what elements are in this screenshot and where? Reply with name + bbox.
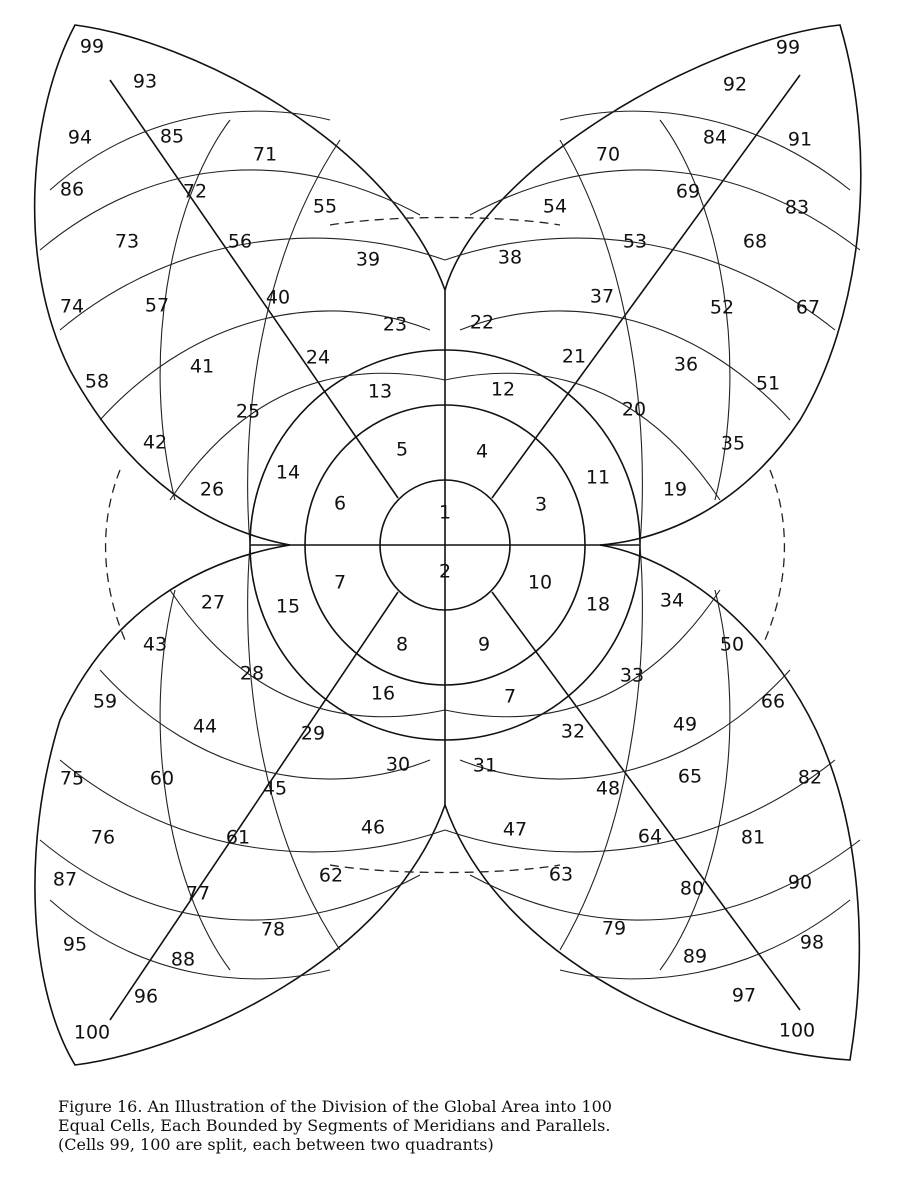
cell-label-nw-58: 58 bbox=[84, 370, 110, 393]
cell-label-ne-70: 70 bbox=[595, 143, 621, 166]
cell-label-nw-6: 6 bbox=[333, 492, 347, 515]
cell-label-se-31: 31 bbox=[472, 754, 498, 777]
cell-label-nw-24: 24 bbox=[305, 346, 331, 369]
cell-labels bbox=[53, 36, 824, 1044]
cell-label-ne-21: 21 bbox=[561, 345, 587, 368]
cell-label-ne-53: 53 bbox=[622, 230, 648, 253]
cell-label-ne-37: 37 bbox=[589, 285, 615, 308]
cell-label-se-82: 82 bbox=[797, 766, 823, 789]
cell-label-se-80: 80 bbox=[679, 877, 705, 900]
cell-label-ne-38: 38 bbox=[497, 246, 523, 269]
cell-label-nw-93: 93 bbox=[132, 70, 158, 93]
caption-line-3: (Cells 99, 100 are split, each between two quadrants) bbox=[58, 1135, 494, 1154]
cell-label-sw-44: 44 bbox=[192, 715, 218, 738]
cell-label-se-90: 90 bbox=[787, 871, 813, 894]
cell-label-nw-39: 39 bbox=[355, 248, 381, 271]
cell-label-se-64: 64 bbox=[637, 825, 663, 848]
cell-label-nw-71: 71 bbox=[252, 143, 278, 166]
cell-label-se-48: 48 bbox=[595, 777, 621, 800]
cell-label-sw-27: 27 bbox=[200, 591, 226, 614]
cell-label-ne-22: 22 bbox=[469, 311, 495, 334]
cell-label-sw-59: 59 bbox=[92, 690, 118, 713]
cell-label-ne-67: 67 bbox=[795, 296, 821, 319]
cell-label-sw-100: 100 bbox=[73, 1021, 111, 1044]
cell-label-ne-84: 84 bbox=[702, 126, 728, 149]
cell-label-nw-85: 85 bbox=[159, 125, 185, 148]
cell-label-center-1: 1 bbox=[438, 501, 452, 524]
cell-label-nw-94: 94 bbox=[67, 126, 93, 149]
cell-label-sw-76: 76 bbox=[90, 826, 116, 849]
cell-label-nw-57: 57 bbox=[144, 294, 170, 317]
cell-label-sw-15: 15 bbox=[275, 595, 301, 618]
cell-label-nw-99: 99 bbox=[79, 35, 105, 58]
cell-label-se-97: 97 bbox=[731, 984, 757, 1007]
cell-label-se-81: 81 bbox=[740, 826, 766, 849]
cell-label-nw-86: 86 bbox=[59, 178, 85, 201]
cell-label-sw-78: 78 bbox=[260, 918, 286, 941]
cell-label-sw-45: 45 bbox=[262, 777, 288, 800]
cell-label-ne-51: 51 bbox=[755, 372, 781, 395]
cell-label-sw-16: 16 bbox=[370, 682, 396, 705]
cell-label-sw-29: 29 bbox=[300, 722, 326, 745]
cell-label-se-100: 100 bbox=[778, 1019, 816, 1042]
cell-label-sw-77: 77 bbox=[185, 882, 211, 905]
cell-label-se-79: 79 bbox=[601, 917, 627, 940]
cell-label-ne-99: 99 bbox=[775, 36, 801, 59]
cell-label-nw-41: 41 bbox=[189, 355, 215, 378]
cell-label-sw-95: 95 bbox=[62, 933, 88, 956]
cell-label-ne-11: 11 bbox=[585, 466, 611, 489]
cell-label-ne-20: 20 bbox=[621, 398, 647, 421]
cell-label-se-98: 98 bbox=[799, 931, 825, 954]
cell-label-sw-60: 60 bbox=[149, 767, 175, 790]
cell-label-nw-23: 23 bbox=[382, 313, 408, 336]
cell-label-se-33: 33 bbox=[619, 664, 645, 687]
quadrant-outlines bbox=[35, 25, 861, 1065]
cell-label-sw-61: 61 bbox=[225, 826, 251, 849]
cell-label-se-10: 10 bbox=[527, 571, 553, 594]
cell-label-nw-5: 5 bbox=[395, 438, 409, 461]
cell-label-nw-25: 25 bbox=[235, 400, 261, 423]
cell-label-nw-42: 42 bbox=[142, 431, 168, 454]
cell-label-se-65: 65 bbox=[677, 765, 703, 788]
cell-label-nw-55: 55 bbox=[312, 195, 338, 218]
cell-label-se-18: 18 bbox=[585, 593, 611, 616]
cell-label-ne-19: 19 bbox=[662, 478, 688, 501]
cell-label-ne-91: 91 bbox=[787, 128, 813, 151]
cell-label-nw-56: 56 bbox=[227, 230, 253, 253]
cell-label-sw-75: 75 bbox=[59, 767, 85, 790]
cell-label-sw-96: 96 bbox=[133, 985, 159, 1008]
cell-label-sw-28: 28 bbox=[239, 662, 265, 685]
cell-label-ne-4: 4 bbox=[475, 440, 489, 463]
cell-label-se-47: 47 bbox=[502, 818, 528, 841]
caption-line-1: Figure 16. An Illustration of the Division of the Global Area into 100 bbox=[58, 1097, 612, 1116]
cell-label-nw-26: 26 bbox=[199, 478, 225, 501]
cell-label-se-66: 66 bbox=[760, 690, 786, 713]
cell-label-sw-62: 62 bbox=[318, 864, 344, 887]
caption-line-2: Equal Cells, Each Bounded by Segments of Meridians and Parallels. bbox=[58, 1116, 611, 1135]
cell-label-sw-7: 7 bbox=[333, 571, 347, 594]
cell-label-ne-12: 12 bbox=[490, 378, 516, 401]
cell-label-nw-73: 73 bbox=[114, 230, 140, 253]
cell-label-ne-52: 52 bbox=[709, 296, 735, 319]
cell-label-se-9: 9 bbox=[477, 633, 491, 656]
cell-label-se-63: 63 bbox=[548, 863, 574, 886]
cell-label-se-34: 34 bbox=[659, 589, 685, 612]
cell-label-sw-8: 8 bbox=[395, 633, 409, 656]
cell-label-nw-74: 74 bbox=[59, 295, 85, 318]
cell-label-sw-46: 46 bbox=[360, 816, 386, 839]
cell-label-ne-92: 92 bbox=[722, 73, 748, 96]
cell-label-nw-72: 72 bbox=[182, 180, 208, 203]
cell-label-ne-83: 83 bbox=[784, 196, 810, 219]
cell-label-sw-30: 30 bbox=[385, 753, 411, 776]
cell-label-nw-14: 14 bbox=[275, 461, 301, 484]
figure-caption bbox=[58, 1097, 898, 1154]
cell-label-sw-88: 88 bbox=[170, 948, 196, 971]
cell-label-ne-69: 69 bbox=[675, 180, 701, 203]
cell-label-se-32: 32 bbox=[560, 720, 586, 743]
cell-label-ne-36: 36 bbox=[673, 353, 699, 376]
cell-label-ne-54: 54 bbox=[542, 195, 568, 218]
cell-label-ne-35: 35 bbox=[720, 432, 746, 455]
cell-label-se-49: 49 bbox=[672, 713, 698, 736]
cell-label-sw-87: 87 bbox=[52, 868, 78, 891]
cell-label-se-50: 50 bbox=[719, 633, 745, 656]
cell-label-nw-40: 40 bbox=[265, 286, 291, 309]
cell-label-nw-13: 13 bbox=[367, 380, 393, 403]
cell-label-center-2: 2 bbox=[438, 560, 452, 583]
cell-label-ne-68: 68 bbox=[742, 230, 768, 253]
cell-label-sw-43: 43 bbox=[142, 633, 168, 656]
cell-label-ne-3: 3 bbox=[534, 493, 548, 516]
cell-label-se-7: 7 bbox=[503, 685, 517, 708]
cell-label-se-89: 89 bbox=[682, 945, 708, 968]
